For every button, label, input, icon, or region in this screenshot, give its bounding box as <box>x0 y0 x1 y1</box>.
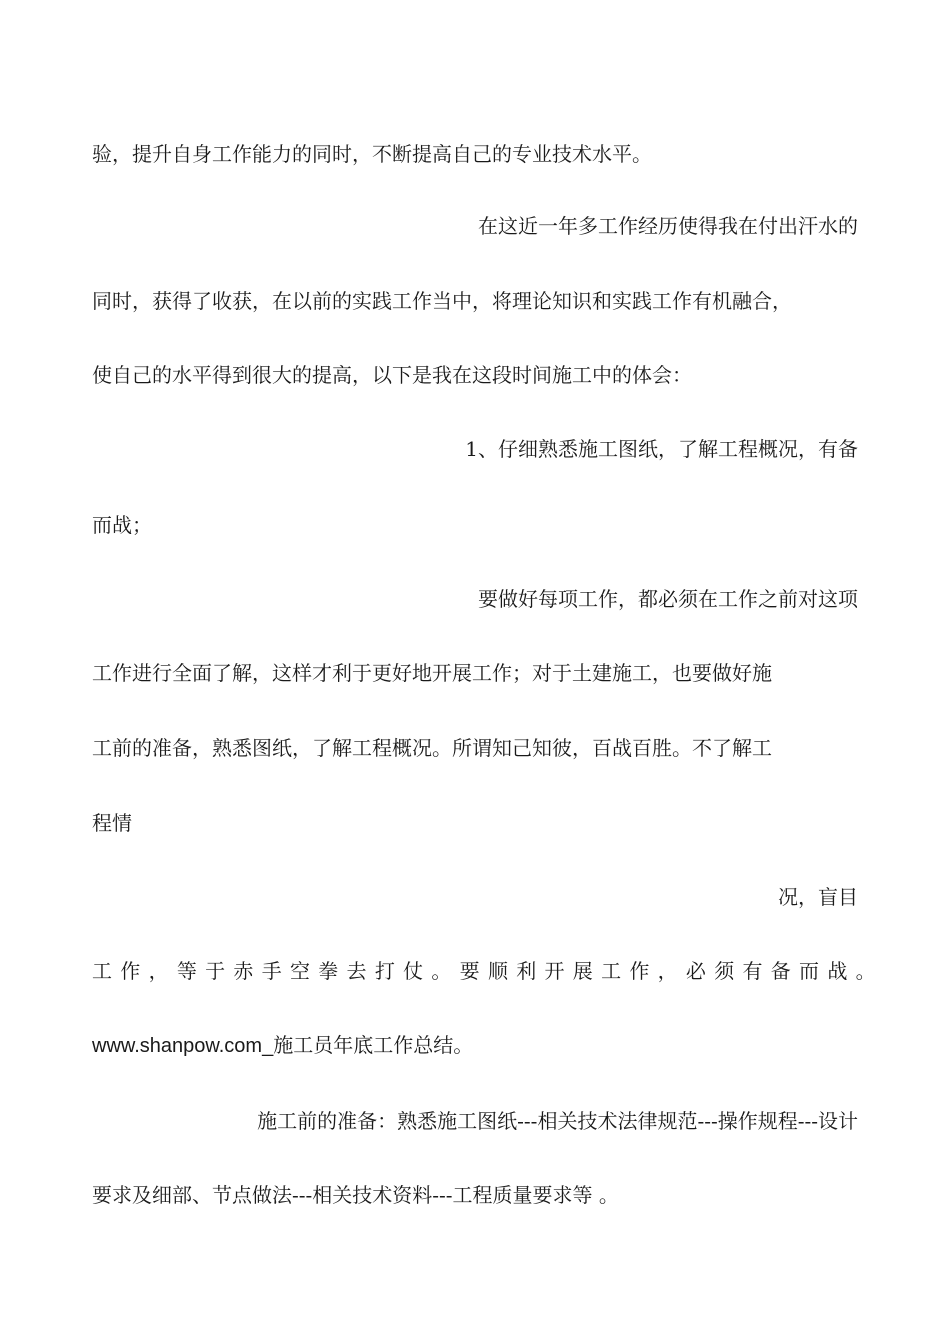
paragraph-line-4: 使自己的水平得到很大的提高，以下是我在这段时间施工中的体会： <box>92 363 692 387</box>
char: 而 <box>799 959 820 983</box>
char: 空 <box>289 959 310 983</box>
paragraph-line-2: 在这近一年多工作经历使得我在付出汗水的 <box>478 214 858 238</box>
paragraph-line-7: 工前的准备，熟悉图纸，了解工程概况。所谓知己知彼，百战百胜。不了解工 <box>92 736 772 760</box>
char: 顺 <box>487 959 508 983</box>
paragraph-line-10 <box>92 958 876 984</box>
char: 拳 <box>318 959 339 983</box>
char: 工 <box>92 959 112 983</box>
list-item-heading-continuation: 而战； <box>92 513 152 537</box>
char: 赤 <box>233 959 254 983</box>
char: ， <box>148 959 169 983</box>
paragraph-line-3: 同时，获得了收获，在以前的实践工作当中，将理论知识和实践工作有机融合， <box>92 289 792 313</box>
paragraph-line-5: 要做好每项工作，都必须在工作之前对这项 <box>478 587 858 611</box>
paragraph-line-9: 况，盲目 <box>778 885 858 909</box>
paragraph-line-8: 程情 <box>92 811 132 835</box>
char: 必 <box>685 959 706 983</box>
paragraph-line-12: 要求及细部、节点做法---相关技术资料---工程质量要求等 。 <box>92 1183 619 1207</box>
char: 须 <box>714 959 735 983</box>
char: 利 <box>516 959 537 983</box>
source-url-line: www.shanpow.com_施工员年底工作总结。 <box>92 1035 474 1057</box>
char: 备 <box>770 959 791 983</box>
paragraph-line-1: 验，提升自身工作能力的同时，不断提高自己的专业技术水平。 <box>92 142 652 166</box>
char: 有 <box>742 959 763 983</box>
char: 作 <box>120 959 141 983</box>
char: 于 <box>205 959 226 983</box>
char: 等 <box>176 959 197 983</box>
char: 。 <box>431 959 452 983</box>
char: 作 <box>629 959 650 983</box>
char: 去 <box>346 959 367 983</box>
char: 展 <box>572 959 593 983</box>
paragraph-line-11: 施工前的准备：熟悉施工图纸---相关技术法律规范---操作规程---设计 <box>257 1109 858 1133</box>
char: 打 <box>374 959 395 983</box>
char: 手 <box>261 959 282 983</box>
char: 开 <box>544 959 565 983</box>
list-item-heading-1: 1、仔细熟悉施工图纸，了解工程概况，有备 <box>465 437 858 461</box>
char: 仗 <box>403 959 424 983</box>
char: 战 <box>827 959 848 983</box>
char: 。 <box>855 959 876 983</box>
char: 要 <box>459 959 480 983</box>
char: 工 <box>601 959 622 983</box>
char: ， <box>657 959 678 983</box>
paragraph-line-6: 工作进行全面了解，这样才利于更好地开展工作；对于土建施工，也要做好施 <box>92 661 772 685</box>
